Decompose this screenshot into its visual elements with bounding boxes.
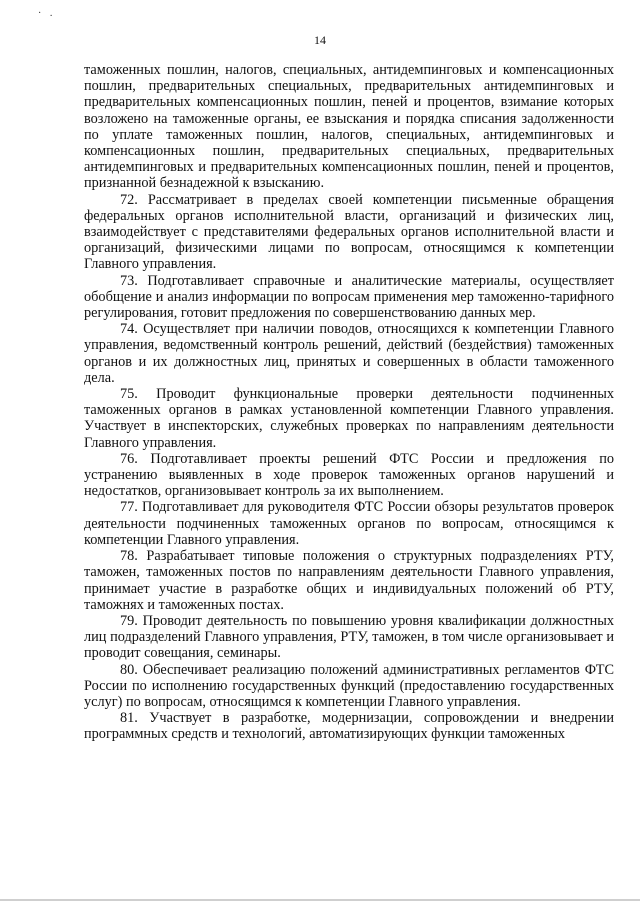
paragraph-75: 75. Проводит функциональные проверки деятельности подчиненных таможенных органов в рамках установленной компетенции Главного управления. Участвует в инспекторских, служебных проверках по направлениям деятельности Главного управления. [84,386,614,451]
page-number: 14 [314,33,326,47]
paragraph-continuation: таможенных пошлин, налогов, специальных, антидемпинговых и компенсационных пошлин, предварительных специальных, предварительных антидемпинговых и предварительных компенсационных пошлин, пеней и процентов, взимание которых возложено на таможенные органы, ее взыскания и порядка списания задолженности по уплате таможенных пошлин, налогов, специальных, антидемпинговых и компенсационных пошлин, предварительных специальных, предварительных антидемпинговых и предварительных компенсационных пошлин, пеней и процентов, признанной безнадежной к взысканию. [84,62,614,192]
corner-marks: · . [38,8,56,19]
paragraph-76: 76. Подготавливает проекты решений ФТС России и предложения по устранению выявленных в ходе проверок таможенных органов нарушений и недостатков, организовывает контроль за их выполнением. [84,450,614,500]
paragraph-81: 81. Участвует в разработке, модернизации, сопровождении и внедрении программных средств и технологий, автоматизирующих функции таможенных [84,710,614,743]
document-body [84,62,614,743]
paragraph-77: 77. Подготавливает для руководителя ФТС России обзоры результатов проверок деятельности подчиненных таможенных органов по вопросам, относящимся к компетенции Главного управления. [84,499,614,548]
paragraph-72: 72. Рассматривает в пределах своей компетенции письменные обращения федеральных органов исполнительной власти, организаций и физических лиц, взаимодействует с представителями федеральных органов исполнительной власти и организаций, физическими лицами по вопросам, относящимся к компетенции Главного управления. [84,191,614,273]
paragraph-80: 80. Обеспечивает реализацию положений административных регламентов ФТС России по исполнению государственных функций (предоставлению государственных услуг) по вопросам, относящимся к компетенции Главного управления. [84,661,614,710]
paragraph-73: 73. Подготавливает справочные и аналитические материалы, осуществляет обобщение и анализ информации по вопросам применения мер таможенно-тарифного регулирования, готовит предложения по совершенствованию данных мер. [84,272,614,322]
paragraph-78: 78. Разрабатывает типовые положения о структурных подразделениях РТУ, таможен, таможенных постов по направлениям деятельности Главного управления, принимает участие в разработке общих и индивидуальных положений об РТУ, таможнях и таможенных постах. [84,548,614,613]
paragraph-74: 74. Осуществляет при наличии поводов, относящихся к компетенции Главного управления, ведомственный контроль решений, действий (бездействия) таможенных органов и их должностных лиц, принятых и совершенных в области таможенного дела. [84,321,614,386]
paragraph-79: 79. Проводит деятельность по повышению уровня квалификации должностных лиц подразделений Главного управления, РТУ, таможен, в том числе организовывает и проводит совещания, семинары. [84,612,614,662]
bottom-rule [0,899,640,901]
